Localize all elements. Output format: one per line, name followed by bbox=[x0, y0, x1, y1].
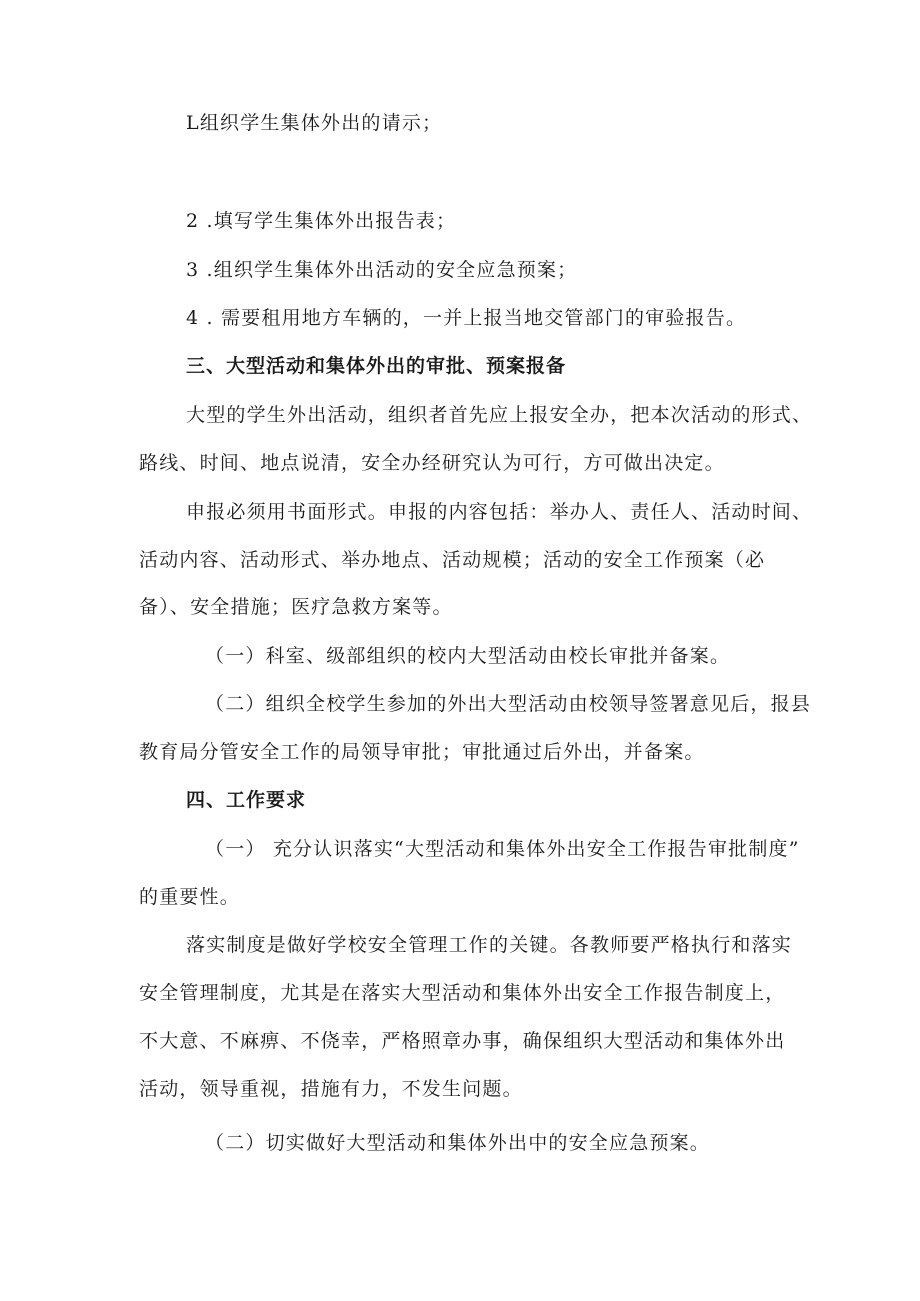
paragraph-line: 安全管理制度，尤其是在落实大型活动和集体外出安全工作报告制度上， bbox=[139, 982, 786, 1004]
paragraph-line: 申报必须用书面形式。申报的内容包括：举办人、责任人、活动时间、 bbox=[186, 501, 813, 523]
paragraph-line: 路线、时间、地点说清，安全办经研究认为可行，方可做出决定。 bbox=[139, 452, 725, 474]
paragraph-line: 备）、安全措施；医疗急救方案等。 bbox=[139, 596, 453, 618]
list-item-4: 4 . 需要租用地方车辆的，一并上报当地交管部门的审验报告。 bbox=[186, 307, 747, 329]
paragraph-line: 落实制度是做好学校安全管理工作的关键。各教师要严格执行和落实 bbox=[186, 934, 793, 956]
paragraph-line: （二）组织全校学生参加的外出大型活动由校领导签署意见后，报县 bbox=[205, 693, 812, 715]
paragraph-line: （一）科室、级部组织的校内大型活动由校长审批并备案。 bbox=[205, 645, 731, 667]
paragraph-line: 活动，领导重视，措施有力，不发生问题。 bbox=[139, 1078, 523, 1100]
paragraph-line: 大型的学生外出活动，组织者首先应上报安全办，把本次活动的形式、 bbox=[186, 404, 813, 426]
list-item-3: 3 .组织学生集体外出活动的安全应急预案； bbox=[186, 259, 578, 281]
section-heading-3: 三、大型活动和集体外出的审批、预案报备 bbox=[186, 355, 567, 377]
paragraph-line: 活动内容、活动形式、举办地点、活动规模；活动的安全工作预案（必 bbox=[139, 549, 766, 571]
paragraph-line: 的重要性。 bbox=[139, 886, 241, 908]
paragraph-line: （一） 充分认识落实“大型活动和集体外出安全工作报告审批制度” bbox=[205, 838, 800, 860]
list-item-2: 2 .填写学生集体外出报告表； bbox=[186, 210, 457, 232]
paragraph-line: （二）切实做好大型活动和集体外出中的安全应急预案。 bbox=[205, 1132, 711, 1154]
section-heading-4: 四、工作要求 bbox=[186, 789, 307, 811]
list-item-1: L组织学生集体外出的请示； bbox=[186, 112, 443, 134]
paragraph-line: 教育局分管安全工作的局领导审批；审批通过后外出，并备案。 bbox=[139, 741, 705, 763]
paragraph-line: 不大意、不麻痹、不侥幸，严格照章办事，确保组织大型活动和集体外出 bbox=[139, 1030, 786, 1052]
